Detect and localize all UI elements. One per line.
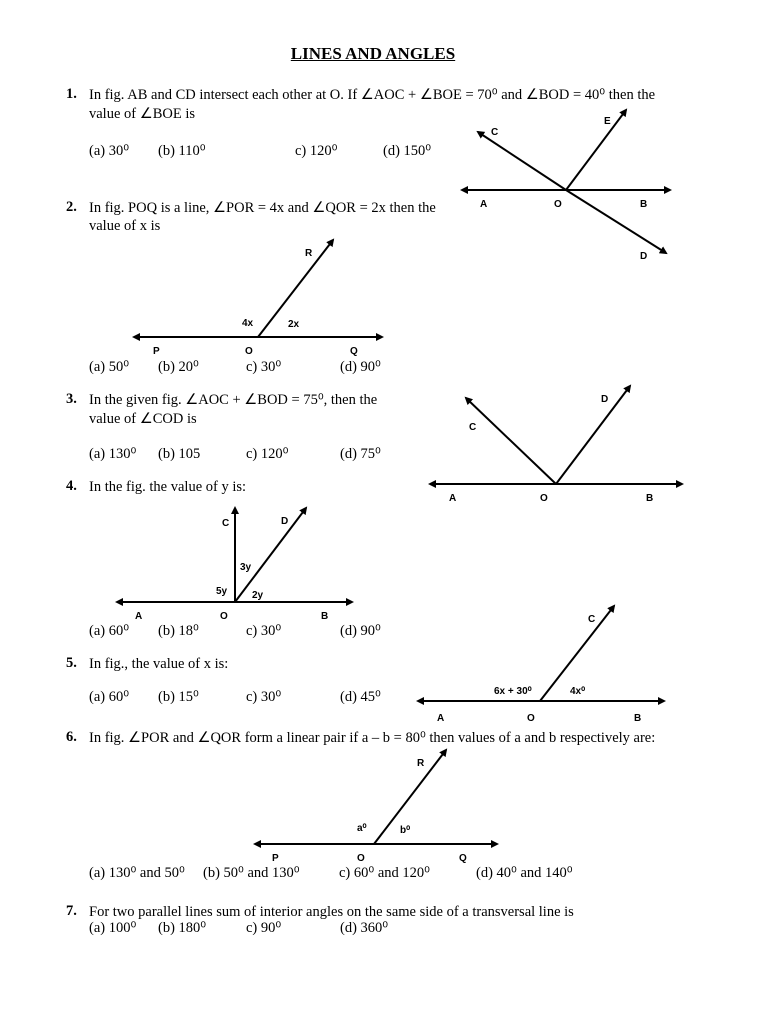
- q4-label-d: D: [281, 516, 289, 527]
- question-1-option-d: (d) 150⁰: [383, 143, 432, 159]
- question-7-option-d: (d) 360⁰: [340, 920, 389, 936]
- question-3-option-b: (b) 105: [158, 446, 201, 462]
- question-1-option-c: c) 120⁰: [295, 143, 338, 159]
- q3-label-a: A: [449, 493, 457, 504]
- question-2-option-b: (b) 20⁰: [158, 359, 199, 375]
- question-2-option-a: (a) 50⁰: [89, 359, 130, 375]
- q5-label-c: C: [588, 614, 596, 625]
- q1-label-a: A: [480, 199, 488, 210]
- question-2-text-line2: value of x is: [89, 218, 161, 234]
- question-4-number: 4.: [66, 478, 77, 494]
- q4-angle-2y: 2y: [252, 590, 264, 601]
- page-title: LINES AND ANGLES: [290, 44, 456, 63]
- q4-label-o: O: [220, 611, 228, 622]
- q4-angle-3y: 3y: [240, 562, 252, 573]
- q6-angle-b: b⁰: [400, 825, 411, 836]
- question-7-option-a: (a) 100⁰: [89, 920, 137, 936]
- q1-label-b: B: [640, 199, 648, 210]
- q2-label-p: P: [153, 346, 160, 357]
- question-5-number: 5.: [66, 655, 77, 671]
- q3-label-d: D: [601, 394, 609, 405]
- q4-label-c: C: [222, 518, 230, 529]
- q3-label-c: C: [469, 422, 477, 433]
- q5-angle-6x30: 6x + 30⁰: [494, 686, 532, 697]
- question-4-text-line1: In the fig. the value of y is:: [89, 479, 247, 495]
- question-3-option-a: (a) 130⁰: [89, 446, 137, 462]
- question-6-option-c: c) 60⁰ and 120⁰: [339, 865, 430, 881]
- q5-label-o: O: [527, 713, 535, 724]
- question-7-option-b: (b) 180⁰: [158, 920, 207, 936]
- question-4-option-a: (a) 60⁰: [89, 623, 130, 639]
- question-1-text-line2: value of ∠BOE is: [89, 106, 196, 122]
- q5-angle-4x: 4x⁰: [570, 686, 586, 697]
- q4-label-b: B: [321, 611, 329, 622]
- q6-label-o: O: [357, 853, 365, 864]
- question-5-option-d: (d) 45⁰: [340, 689, 381, 705]
- question-3-text-line2: value of ∠COD is: [89, 411, 197, 427]
- q6-angle-a: a⁰: [357, 823, 367, 834]
- question-6-option-d: (d) 40⁰ and 140⁰: [476, 865, 573, 881]
- q6-label-q: Q: [459, 853, 467, 864]
- question-1-option-b: (b) 110⁰: [158, 143, 206, 159]
- q1-label-d: D: [640, 251, 648, 262]
- q2-label-r: R: [305, 248, 313, 259]
- q1-label-e: E: [604, 116, 611, 127]
- q2-angle-4x: 4x: [242, 318, 254, 329]
- question-6-number: 6.: [66, 729, 77, 745]
- question-1-text-line1: In fig. AB and CD intersect each other at O. If ∠AOC + ∠BOE = 70⁰ and ∠BOD = 40⁰ then the: [89, 87, 656, 103]
- question-6-option-a: (a) 130⁰ and 50⁰: [89, 865, 185, 881]
- question-1-number: 1.: [66, 86, 77, 102]
- q2-label-o: O: [245, 346, 253, 357]
- question-6-text-line1: In fig. ∠POR and ∠QOR form a linear pair if a – b = 80⁰ then values of a and b respectively are:: [89, 730, 656, 746]
- question-7-text-line1: For two parallel lines sum of interior angles on the same side of a transversal line is: [89, 904, 574, 920]
- question-7-option-c: c) 90⁰: [246, 920, 282, 936]
- question-2-option-d: (d) 90⁰: [340, 359, 381, 375]
- question-1-option-a: (a) 30⁰: [89, 143, 130, 159]
- question-2-option-c: c) 30⁰: [246, 359, 282, 375]
- q5-label-a: A: [437, 713, 445, 724]
- question-7-number: 7.: [66, 903, 77, 919]
- question-5-option-c: c) 30⁰: [246, 689, 282, 705]
- question-3-option-d: (d) 75⁰: [340, 446, 381, 462]
- q1-label-o: O: [554, 199, 562, 210]
- q6-label-p: P: [272, 853, 279, 864]
- q2-angle-2x: 2x: [288, 319, 300, 330]
- q3-label-b: B: [646, 493, 654, 504]
- question-3-option-c: c) 120⁰: [246, 446, 289, 462]
- q4-label-a: A: [135, 611, 143, 622]
- question-4-option-d: (d) 90⁰: [340, 623, 381, 639]
- question-5-option-b: (b) 15⁰: [158, 689, 199, 705]
- question-5-text-line1: In fig., the value of x is:: [89, 656, 229, 672]
- q6-label-r: R: [417, 758, 425, 769]
- question-2-text-line1: In fig. POQ is a line, ∠POR = 4x and ∠QOR = 2x then the: [89, 200, 436, 216]
- q2-label-q: Q: [350, 346, 358, 357]
- question-5-option-a: (a) 60⁰: [89, 689, 130, 705]
- question-4-option-c: c) 30⁰: [246, 623, 282, 639]
- question-2-number: 2.: [66, 199, 77, 215]
- q3-label-o: O: [540, 493, 548, 504]
- question-3-text-line1: In the given fig. ∠AOC + ∠BOD = 75⁰, then the: [89, 392, 378, 408]
- q1-label-c: C: [491, 127, 499, 138]
- q5-label-b: B: [634, 713, 642, 724]
- q4-angle-5y: 5y: [216, 586, 228, 597]
- question-6-option-b: (b) 50⁰ and 130⁰: [203, 865, 300, 881]
- question-4-option-b: (b) 18⁰: [158, 623, 199, 639]
- question-3-number: 3.: [66, 391, 77, 407]
